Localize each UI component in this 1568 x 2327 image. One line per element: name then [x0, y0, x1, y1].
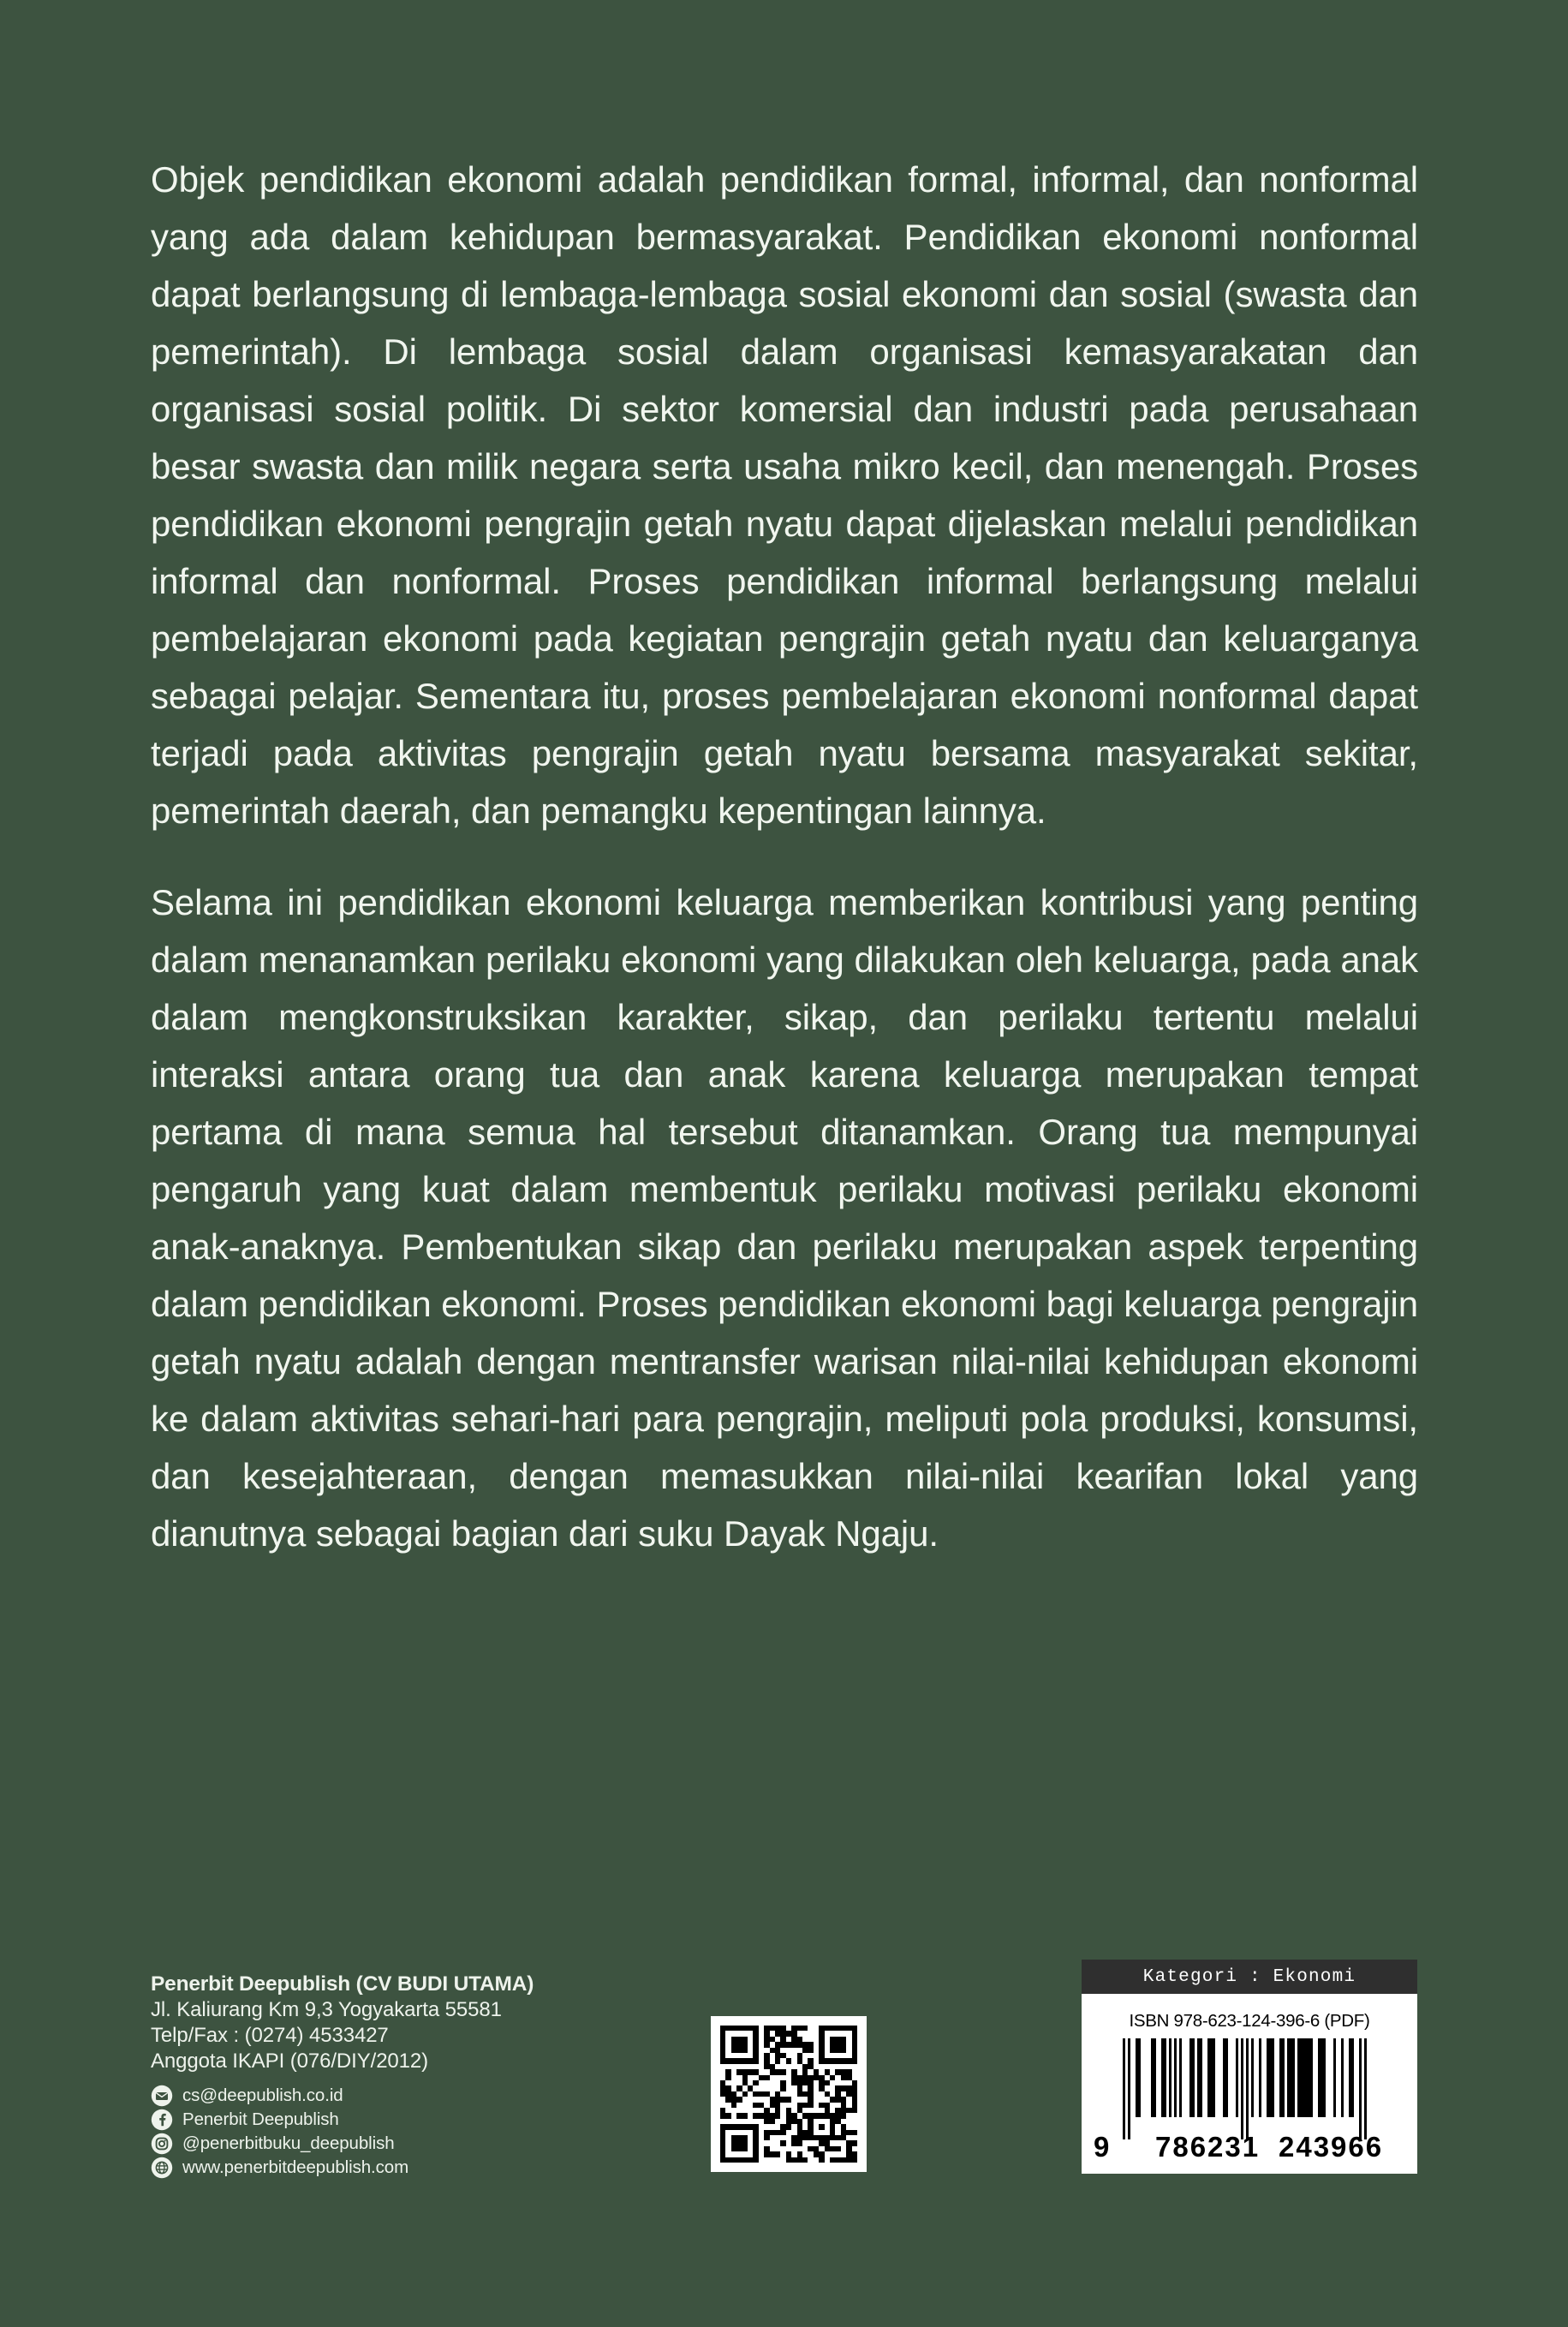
publisher-membership: Anggota IKAPI (076/DIY/2012)	[151, 2050, 429, 2073]
contact-website-text: www.penerbitdeepublish.com	[182, 2157, 409, 2177]
isbn-barcode-block	[1082, 1960, 1417, 2174]
barcode-bars	[1123, 2038, 1381, 2139]
instagram-icon	[151, 2133, 173, 2155]
publisher-info	[151, 1972, 630, 2180]
barcode-digit-left: 786231	[1155, 2131, 1261, 2163]
contact-row-instagram[interactable]	[151, 2132, 630, 2156]
cover-footer	[0, 1960, 1568, 2217]
publisher-phone: Telp/Fax : (0274) 4533427	[151, 2024, 389, 2047]
email-icon	[151, 2085, 173, 2107]
publisher-address: Jl. Kaliurang Km 9,3 Yogyakarta 55581	[151, 1998, 502, 2021]
contact-email-text: cs@deepublish.co.id	[182, 2085, 343, 2105]
barcode-digits	[1082, 2131, 1417, 2163]
publisher-name: Penerbit Deepublish (CV BUDI UTAMA)	[151, 1972, 534, 1996]
category-bar: Kategori : Ekonomi	[1082, 1960, 1417, 1994]
back-cover-blurb	[151, 151, 1428, 1562]
contact-row-facebook[interactable]	[151, 2108, 630, 2132]
qr-code-grid	[720, 2026, 857, 2163]
barcode-card	[1082, 1994, 1417, 2174]
barcode-digit-right: 243966	[1279, 2131, 1384, 2163]
barcode-digit-lead: 9	[1094, 2131, 1110, 2163]
contact-facebook-text: Penerbit Deepublish	[182, 2109, 339, 2129]
publisher-contact-list	[151, 2084, 630, 2180]
globe-icon	[151, 2157, 173, 2179]
blurb-paragraph-1: Objek pendidikan ekonomi adalah pendidikan formal, informal, dan nonformal yang ada dalam kehidupan bermasyarakat. Pendidikan ekonomi nonformal dapat berlangsung di lembaga-lembaga sosial ekonomi dan sosial (swasta dan pemerintah). Di lembaga sosial dalam organisasi kemasyarakatan dan organisasi sosial politik. Di sektor komersial dan industri pada perusahaan besar swasta dan milik negara serta usaha mikro kecil, dan menengah. Proses pendidikan ekonomi pengrajin getah nyatu dapat dijelaskan melalui pendidikan informal dan nonformal. Proses pendidikan informal berlangsung melalui pembelajaran ekonomi pada kegiatan pengrajin getah nyatu dan keluarganya sebagai pelajar. Sementara itu, proses pembelajaran ekonomi nonformal dapat terjadi pada aktivitas pengrajin getah nyatu bersama masyarakat sekitar, pemerintah daerah, dan pemangku kepentingan lainnya.	[151, 159, 1428, 831]
contact-instagram-text: @penerbitbuku_deepublish	[182, 2133, 395, 2153]
contact-row-website[interactable]	[151, 2156, 630, 2180]
contact-row-email[interactable]	[151, 2084, 630, 2108]
isbn-text: ISBN 978-623-124-396-6 (PDF)	[1129, 2011, 1370, 2031]
qr-code-icon	[711, 2016, 867, 2172]
facebook-icon	[151, 2109, 173, 2131]
blurb-paragraph-2: Selama ini pendidikan ekonomi keluarga memberikan kontribusi yang penting dalam menanamkan perilaku ekonomi yang dilakukan oleh keluarga, pada anak dalam mengkonstruksikan karakter, sikap, dan perilaku tertentu melalui interaksi antara orang tua dan anak karena keluarga merupakan tempat pertama di mana semua hal tersebut ditanamkan. Orang tua mempunyai pengaruh yang kuat dalam membentuk perilaku motivasi perilaku ekonomi anak-anaknya. Pembentukan sikap dan perilaku merupakan aspek terpenting dalam pendidikan ekonomi. Proses pendidikan ekonomi bagi keluarga pengrajin getah nyatu adalah dengan mentransfer warisan nilai-nilai kehidupan ekonomi ke dalam aktivitas sehari-hari para pengrajin, meliputi pola produksi, konsumsi, dan kesejahteraan, dengan memasukkan nilai-nilai kearifan lokal yang dianutnya sebagai bagian dari suku Dayak Ngaju.	[151, 882, 1428, 1554]
